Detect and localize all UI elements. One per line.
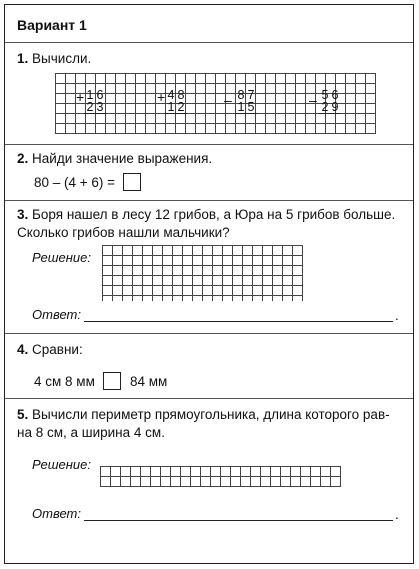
task-5-answer-label: Ответ: (32, 506, 81, 521)
task-5-line-1 (17, 406, 390, 424)
digit: 4 (167, 88, 175, 102)
task-3-solution-label: Решение: (32, 250, 92, 265)
task-2-text: Найди значение выражения. (32, 151, 213, 166)
task-4-comparison-box[interactable] (103, 372, 121, 390)
task-5-answer-line[interactable] (84, 520, 393, 521)
separator (5, 333, 413, 334)
column-4-sign: – (309, 92, 317, 108)
task-5-solution-label: Решение: (32, 457, 92, 472)
task-5-answer-end: . (395, 507, 399, 522)
task-3-line-2: Сколько грибов нашли мальчики? (17, 225, 230, 240)
column-1-sign: + (76, 89, 85, 105)
task-5-number: 5. (17, 407, 29, 422)
task-2-number: 2. (17, 151, 29, 166)
column-2-bottom (166, 101, 186, 113)
task-4-left-value: 4 см 8 мм (34, 374, 95, 389)
digit: 3 (96, 100, 104, 114)
digit: 2 (321, 100, 329, 114)
digit: 1 (167, 100, 175, 114)
digit: 7 (247, 88, 255, 102)
digit: 1 (86, 88, 94, 102)
sum-line (165, 113, 187, 114)
digit: 1 (237, 100, 245, 114)
task-3-answer-label: Ответ: (32, 307, 81, 322)
digit: 9 (331, 100, 339, 114)
task-4-heading (17, 341, 83, 359)
task-1-text: Вычисли. (32, 51, 92, 66)
separator (5, 398, 413, 399)
digit: 2 (177, 100, 185, 114)
sum-line (84, 113, 106, 114)
task-3-solution-grid[interactable] (102, 245, 303, 301)
task-5-solution-grid[interactable] (100, 466, 341, 487)
task-1-number: 1. (17, 51, 29, 66)
task-3-line-1 (17, 206, 395, 224)
separator (5, 200, 413, 201)
difference-line (319, 113, 341, 114)
task-3-number: 3. (17, 207, 29, 222)
task-4-text: Сравни: (32, 342, 83, 357)
task-5-text-1: Вычисли периметр прямоугольника, длина которого рав- (32, 407, 390, 422)
digit: 8 (177, 88, 185, 102)
task-2-heading (17, 150, 212, 168)
separator (5, 42, 413, 43)
difference-line (235, 113, 257, 114)
digit: 5 (247, 100, 255, 114)
digit: 6 (96, 88, 104, 102)
column-2-sign: + (157, 89, 166, 105)
task-2-expression: 80 – (4 + 6) = (34, 175, 116, 190)
digit: 2 (86, 100, 94, 114)
column-3-bottom (236, 101, 256, 113)
digit: 8 (237, 88, 245, 102)
task-4-number: 4. (17, 342, 29, 357)
digit: 5 (321, 88, 329, 102)
task-4-right-value: 84 мм (130, 374, 168, 389)
variant-title: Вариант 1 (17, 17, 87, 33)
task-1-heading (17, 50, 91, 68)
task-3-answer-line[interactable] (84, 321, 393, 322)
column-3-sign: – (224, 92, 232, 108)
task-2-answer-box[interactable] (123, 173, 141, 191)
separator (5, 144, 413, 145)
digit: 6 (331, 88, 339, 102)
task-5-line-2: на 8 см, а ширина 4 см. (17, 425, 165, 440)
column-1-bottom (85, 101, 105, 113)
task-3-answer-end: . (395, 308, 399, 323)
column-4-bottom (320, 101, 340, 113)
task-3-text-1: Боря нашел в лесу 12 грибов, а Юра на 5 грибов больше. (32, 207, 396, 222)
